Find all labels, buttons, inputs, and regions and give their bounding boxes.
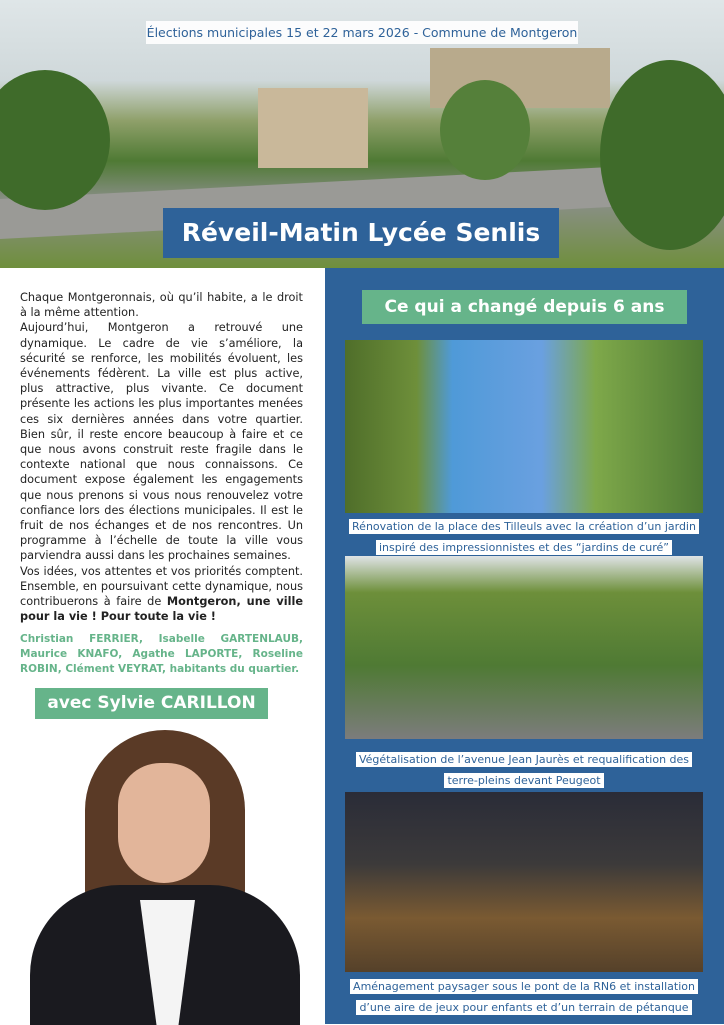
intro-text [20, 290, 303, 624]
signers: Christian FERRIER, Isabelle GARTENLAUB, Maurice KNAFO, Agathe LAPORTE, Roseline ROBIN, Clément VEYRAT, habitants du quartier. [20, 633, 303, 675]
portrait-face [118, 763, 210, 883]
election-subtitle: Élections municipales 15 et 22 mars 2026 - Commune de Montgeron [146, 21, 578, 44]
page-title: Réveil-Matin Lycée Senlis [163, 208, 559, 258]
tree [0, 70, 110, 210]
closing-paragraph [20, 564, 303, 625]
photo-avenue-jean-jaures [345, 556, 703, 739]
candidate-portrait [30, 725, 300, 1024]
caption-text: Rénovation de la place des Tilleuls avec la création d’un jardin inspiré des impressionnistes et des “jardins de curé” [349, 519, 699, 555]
photo-pont-rn6 [345, 792, 703, 972]
changes-panel [325, 268, 724, 1024]
caption [345, 975, 703, 1017]
candidate-label: avec Sylvie CARILLON [35, 688, 268, 719]
reveil-matin-building [258, 88, 368, 168]
intro-paragraph: Aujourd’hui, Montgeron a retrouvé une dynamique. Le cadre de vie s’améliore, la sécurité se renforce, les mobilités évoluent, les événements fédèrent. La ville est plus active, plus attractive, plus vivante. Ce document présente les actions les plus importantes menées ces six dernières années dans votre quartier. Bien sûr, il reste encore beaucoup à faire et ce que nous avons construit reste fragile dans le contexte national que nous connaissons. Ce document expose également les engagements que nous prenons si vous nous renouvelez votre confiance lors des élections municipales. Il est le fruit de nos échanges et de nos rencontres. Un programme à l’échelle de toute la ville vous parviendra aussi dans les prochaines semaines. [20, 321, 303, 563]
caption [345, 748, 703, 790]
tree [600, 60, 724, 250]
changes-heading: Ce qui a changé depuis 6 ans [362, 290, 687, 324]
tree [440, 80, 530, 180]
closing-text: Vos idées, vos attentes et vos priorités comptent. Ensemble, en poursuivant cette dynamique, nous contribuerons à faire de [20, 564, 303, 609]
caption-text: Aménagement paysager sous le pont de la RN6 et installation d’une aire de jeux pour enfants et d’un terrain de pétanque [350, 979, 698, 1015]
slogan: Montgeron, une ville pour la vie ! Pour toute la vie ! [20, 595, 303, 624]
caption [345, 515, 703, 557]
photo-place-des-tilleuls [345, 340, 703, 513]
intro-paragraph: Chaque Montgeronnais, où qu’il habite, a le droit à la même attention. [20, 291, 303, 320]
caption-text: Végétalisation de l’avenue Jean Jaurès et requalification des terre-pleins devant Peugeot [356, 752, 692, 788]
